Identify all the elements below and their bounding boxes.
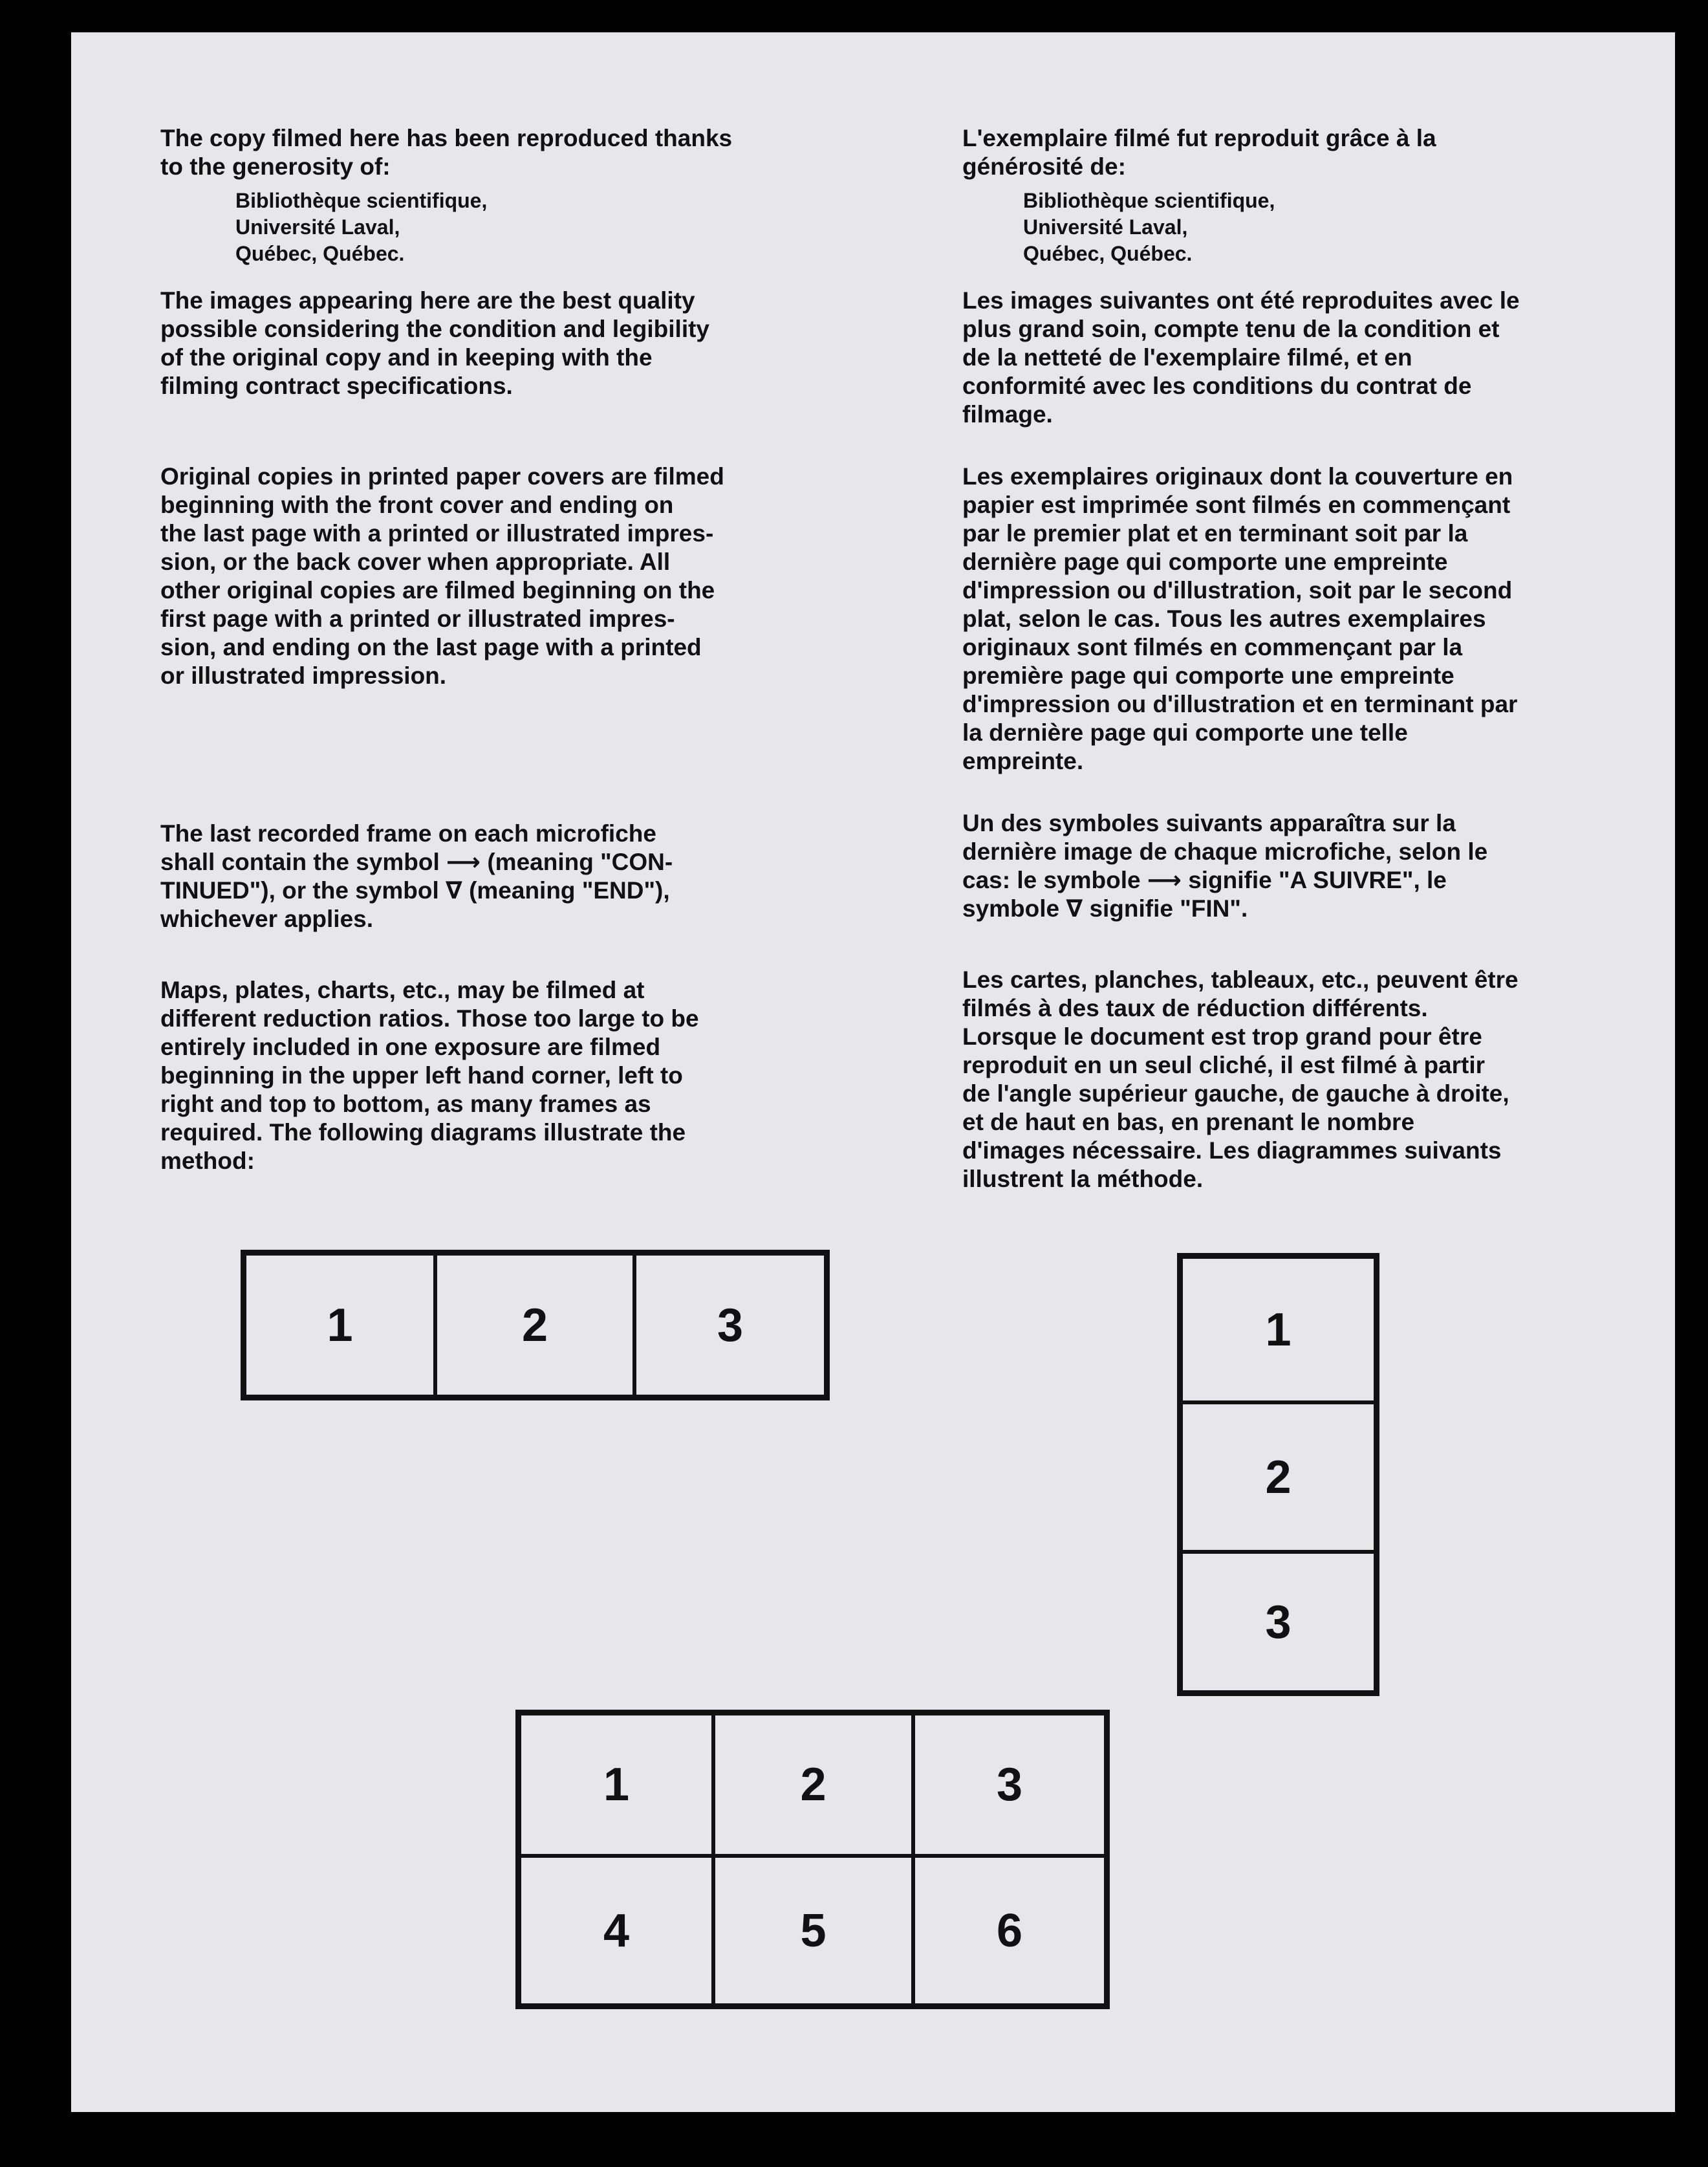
thanks-paragraph: The copy filmed here has been reproduced thanks to the generosity of:: [160, 125, 733, 180]
frame-cell: 1: [244, 1254, 435, 1397]
frame-cell: 3: [913, 1714, 1106, 1856]
library-address: Bibliothèque scientifique, Université Laval, Québec, Québec.: [235, 189, 488, 265]
frame-cell: 1: [1181, 1257, 1376, 1402]
vertical-diagram: [1177, 1253, 1379, 1696]
covers-paragraph-fr: Les exemplaires originaux dont la couverture en papier est imprimée sont filmés en commençant par le premier plat et en terminant soit par la dernière page qui comporte une empreinte d'impression ou d'illustration, soit par le second plat, selon le cas. Tous les autres exemplaires originaux sont filmés en commençant par la première page qui comporte une empreinte d'impression ou d'illustration et en terminant par la dernière page qui comporte une telle empreinte.: [962, 463, 1518, 774]
maps-paragraph-fr: Les cartes, planches, tableaux, etc., peuvent être filmés à des taux de réduction différents. Lorsque le document est trop grand pour être reproduit en un seul cliché, il est filmé à partir de l'angle supérieur gauche, de gauche à droite, et de haut en bas, en prenant le nombre d'images nécessaire. Les diagrammes suivants illustrent la méthode.: [962, 966, 1519, 1192]
covers-paragraph: Original copies in printed paper covers are filmed beginning with the front cover and ending on the last page with a printed or illustrated impres- sion, or the back cover when appropriate. All other original copies are filmed beginning on the first page with a printed or illustrated impres- sion, and ending on the last page with a printed or illustrated impression.: [160, 463, 724, 689]
frame-cell: 4: [519, 1856, 713, 2005]
english-column: [160, 32, 827, 1175]
quality-paragraph-fr: Les images suivantes ont été reproduites avec le plus grand soin, compte tenu de la condition et de la netteté de l'exemplaire filmé, et en conformité avec les conditions du contrat de filmage.: [962, 287, 1520, 428]
frame-cell: 2: [1181, 1402, 1376, 1552]
grid-diagram: [515, 1710, 1110, 2009]
maps-paragraph: Maps, plates, charts, etc., may be filmed at different reduction ratios. Those too large to be entirely included in one exposure are filmed beginning in the upper left hand corner, left to right and top to bottom, as many frames as required. The following diagrams illustrate the method:: [160, 977, 699, 1174]
frame-cell: 5: [713, 1856, 913, 2005]
quality-paragraph: The images appearing here are the best quality possible considering the condition and legibility of the original copy and in keeping with the filming contract specifications.: [160, 287, 710, 399]
symbols-paragraph: The last recorded frame on each microfiche shall contain the symbol ⟶ (meaning "CON- TINUED"), or the symbol ∇ (meaning "END"), whichever applies.: [160, 820, 673, 932]
frame-cell: 6: [913, 1856, 1106, 2005]
library-address-fr: Bibliothèque scientifique, Université Laval, Québec, Québec.: [1023, 189, 1275, 265]
thanks-paragraph-fr: L'exemplaire filmé fut reproduit grâce à la générosité de:: [962, 125, 1436, 180]
frame-cell: 3: [634, 1254, 826, 1397]
frame-cell: 3: [1181, 1552, 1376, 1692]
symbols-paragraph-fr: Un des symboles suivants apparaîtra sur la dernière image de chaque microfiche, selon le cas: le symbole ⟶ signifie "A SUIVRE", le symbole ∇ signifie "FIN".: [962, 810, 1488, 922]
frame-cell: 2: [435, 1254, 634, 1397]
french-column: [962, 32, 1674, 1193]
horizontal-diagram: [241, 1250, 830, 1400]
frame-cell: 1: [519, 1714, 713, 1856]
frame-cell: 2: [713, 1714, 913, 1856]
